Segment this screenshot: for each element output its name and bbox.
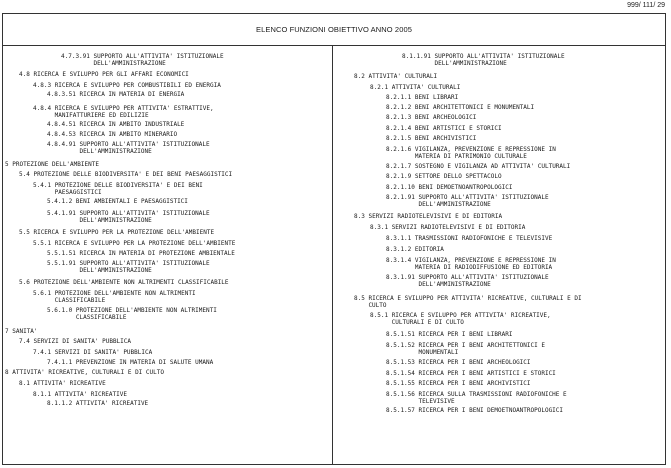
item-code: 5.4 bbox=[19, 171, 30, 178]
list-item bbox=[386, 105, 534, 112]
list-item bbox=[354, 74, 437, 81]
item-text: RICERCA E SVILUPPO PER ATTIVITA' RICREATIVE, CULTURALI E DI CULTO bbox=[368, 295, 582, 309]
list-item bbox=[19, 280, 229, 287]
list-item bbox=[386, 343, 545, 356]
item-code: 4.8.4.91 bbox=[47, 141, 76, 148]
list-item bbox=[47, 122, 184, 129]
item-text: RICERCA PER I BENI ARCHITETTONICI E MONUMENTALI bbox=[418, 342, 545, 356]
item-text: RICERCA PER I BENI DEMOETNOANTROPOLOGICI bbox=[418, 407, 564, 414]
item-text: BENI ARCHEOLOGICI bbox=[414, 114, 477, 121]
list-item bbox=[5, 162, 99, 169]
list-item bbox=[386, 247, 444, 254]
item-text: ATTIVITA' RICREATIVE bbox=[75, 400, 149, 407]
item-code: 8.5.1.56 bbox=[386, 391, 415, 398]
item-code: 4.8 bbox=[19, 71, 30, 78]
item-code: 8.1.1.2 bbox=[47, 400, 73, 407]
item-code: 8.2.1.10 bbox=[386, 184, 415, 191]
item-text: ATTIVITA' CULTURALI bbox=[368, 73, 438, 80]
list-item bbox=[386, 126, 502, 133]
item-text: SUPPORTO ALL'ATTIVITA' ISTITUZIONALE DELL'AMMINISTRAZIONE bbox=[93, 53, 224, 67]
item-text: BENI LIBRARI bbox=[414, 94, 459, 101]
list-item bbox=[386, 371, 556, 378]
list-item bbox=[354, 214, 502, 221]
item-code: 7.4.1.1 bbox=[47, 359, 73, 366]
item-code: 5.5.1.51 bbox=[47, 250, 76, 257]
item-code: 8.5.1.54 bbox=[386, 370, 415, 377]
item-text: BENI ARCHITETTONICI E MONUMENTALI bbox=[414, 104, 535, 111]
list-item bbox=[33, 106, 214, 119]
item-text: ATTIVITA' CULTURALI bbox=[391, 84, 461, 91]
list-item bbox=[33, 350, 152, 357]
item-code: 4.8.4 bbox=[33, 105, 52, 112]
list-item bbox=[19, 339, 131, 346]
item-code: 8.2.1.6 bbox=[386, 146, 412, 153]
item-text: VIGILANZA, PREVENZIONE E REPRESSIONE IN MATERIA DI RADIODIFFUSIONE ED EDITORIA bbox=[414, 257, 556, 271]
item-code: 8.5.1.55 bbox=[386, 380, 415, 387]
list-item bbox=[370, 225, 525, 232]
item-code: 8.1.1 bbox=[33, 391, 52, 398]
list-item bbox=[19, 381, 106, 388]
document-title: ELENCO FUNZIONI OBIETTIVO ANNO 2005 bbox=[255, 25, 413, 34]
list-item bbox=[5, 370, 164, 377]
item-text: PROTEZIONE DELL'AMBIENTE NON ALTRIMENTI CLASSIFICABILE bbox=[75, 307, 217, 321]
item-code: 5.4.1.91 bbox=[47, 210, 76, 217]
item-code: 7 bbox=[5, 328, 9, 335]
item-text: SUPPORTO ALL'ATTIVITA' ISTITUZIONALE DELL'AMMINISTRAZIONE bbox=[434, 53, 565, 67]
item-code: 8 bbox=[5, 369, 9, 376]
item-code: 8.3 bbox=[354, 213, 365, 220]
list-item bbox=[386, 408, 563, 415]
item-code: 8.3.1.2 bbox=[386, 246, 412, 253]
list-item bbox=[47, 308, 217, 321]
list-item bbox=[47, 92, 184, 99]
left-column bbox=[5, 50, 332, 462]
item-code: 4.8.4.53 bbox=[47, 131, 76, 138]
item-text: EDITORIA bbox=[414, 246, 444, 253]
list-item bbox=[386, 174, 502, 181]
item-code: 8.2.1.2 bbox=[386, 104, 412, 111]
item-text: RICERCA PER I BENI ARCHIVISTICI bbox=[418, 380, 531, 387]
item-text: RICERCA PER I BENI ARCHEOLOGICI bbox=[418, 359, 531, 366]
item-text: RICERCA E SVILUPPO PER GLI AFFARI ECONOMICI bbox=[33, 71, 189, 78]
item-code: 8.2.1.4 bbox=[386, 125, 412, 132]
list-item bbox=[47, 132, 177, 139]
item-text: SUPPORTO ALL'ATTIVITA' ISTITUZIONALE DELL'AMMINISTRAZIONE bbox=[418, 274, 549, 288]
list-item bbox=[386, 332, 512, 339]
column-divider bbox=[332, 46, 333, 464]
list-item bbox=[19, 72, 189, 79]
list-item bbox=[386, 381, 531, 388]
item-text: SUPPORTO ALL'ATTIVITA' ISTITUZIONALE DELL'AMMINISTRAZIONE bbox=[418, 194, 549, 208]
list-item bbox=[386, 392, 567, 405]
right-column bbox=[334, 50, 664, 462]
list-item bbox=[402, 54, 565, 67]
item-text: PROTEZIONE DELL'AMBIENTE bbox=[12, 161, 99, 168]
item-text: SERVIZI RADIOTELEVISIVI E DI EDITORIA bbox=[391, 224, 526, 231]
item-code: 5.4.1.2 bbox=[47, 198, 73, 205]
list-item bbox=[47, 199, 188, 206]
list-item bbox=[386, 164, 570, 171]
item-text: SERVIZI RADIOTELEVISIVI E DI EDITORIA bbox=[368, 213, 503, 220]
item-code: 5 bbox=[5, 161, 9, 168]
document-frame bbox=[2, 13, 666, 465]
list-item bbox=[386, 258, 556, 271]
item-text: SETTORE DELLO SPETTACOLO bbox=[414, 173, 502, 180]
item-code: 4.8.3.51 bbox=[47, 91, 76, 98]
item-text: RICERCA IN AMBITO INDUSTRIALE bbox=[79, 121, 185, 128]
item-code: 5.6.1.0 bbox=[47, 307, 73, 314]
item-code: 8.5.1 bbox=[370, 312, 389, 319]
list-item bbox=[370, 313, 551, 326]
item-code: 5.5.1.91 bbox=[47, 260, 76, 267]
item-text: RICERCA E SVILUPPO PER ATTIVITA' ESTRATTIVE, MANIFATTURIERE ED EDILIZIE bbox=[54, 105, 214, 119]
item-code: 8.3.1.4 bbox=[386, 257, 412, 264]
list-item bbox=[47, 251, 235, 258]
item-text: RICERCA E SVILUPPO PER LA PROTEZIONE DELL'AMBIENTE bbox=[54, 240, 236, 247]
item-code: 4.8.4.51 bbox=[47, 121, 76, 128]
item-code: 8.2 bbox=[354, 73, 365, 80]
item-text: RICERCA E SVILUPPO PER ATTIVITA' RICREATIVE, CULTURALI E DI CULTO bbox=[391, 312, 551, 326]
item-text: PROTEZIONE DELL'AMBIENTE NON ALTRIMENTI CLASSIFICABILE bbox=[54, 290, 196, 304]
list-item bbox=[47, 211, 210, 224]
item-code: 8.2.1.3 bbox=[386, 114, 412, 121]
item-code: 8.5.1.57 bbox=[386, 407, 415, 414]
list-item bbox=[33, 83, 221, 90]
item-text: RICERCA SULLA TRASMISSIONI RADIOFONICHE E TELEVISIVE bbox=[418, 391, 567, 405]
item-code: 8.2.1 bbox=[370, 84, 389, 91]
item-text: SUPPORTO ALL'ATTIVITA' ISTITUZIONALE DELL'AMMINISTRAZIONE bbox=[79, 210, 210, 224]
list-item bbox=[19, 172, 232, 179]
item-text: RICERCA E SVILUPPO PER LA PROTEZIONE DELL'AMBIENTE bbox=[33, 229, 215, 236]
list-item bbox=[19, 230, 214, 237]
list-item bbox=[33, 241, 235, 248]
page-number: 999/ 111/ 29 bbox=[627, 2, 665, 9]
item-code: 5.4.1 bbox=[33, 182, 52, 189]
list-item bbox=[47, 261, 210, 274]
item-text: RICERCA PER I BENI ARTISTICI E STORICI bbox=[418, 370, 556, 377]
list-item bbox=[47, 401, 148, 408]
item-code: 8.2.1.5 bbox=[386, 135, 412, 142]
item-text: SERVIZI DI SANITA' PUBBLICA bbox=[33, 338, 132, 345]
item-text: PREVENZIONE IN MATERIA DI SALUTE UMANA bbox=[75, 359, 214, 366]
list-item bbox=[386, 95, 458, 102]
list-item bbox=[47, 360, 213, 367]
item-text: RICERCA IN MATERIA DI PROTEZIONE AMBIENTALE bbox=[79, 250, 235, 257]
list-item bbox=[33, 183, 203, 196]
list-item bbox=[386, 115, 476, 122]
item-code: 8.5.1.53 bbox=[386, 359, 415, 366]
item-text: RICERCA IN AMBITO MINERARIO bbox=[79, 131, 178, 138]
item-text: RICERCA PER I BENI LIBRARI bbox=[418, 331, 513, 338]
item-text: SUPPORTO ALL'ATTIVITA' ISTITUZIONALE DELL'AMMINISTRAZIONE bbox=[79, 260, 210, 274]
item-code: 5.6.1 bbox=[33, 290, 52, 297]
item-text: ATTIVITA' RICREATIVE bbox=[33, 380, 106, 387]
item-code: 5.6 bbox=[19, 279, 30, 286]
item-code: 5.5 bbox=[19, 229, 30, 236]
item-text: BENI ARCHIVISTICI bbox=[414, 135, 477, 142]
item-code: 4.8.3 bbox=[33, 82, 52, 89]
item-code: 8.1 bbox=[19, 380, 30, 387]
list-item bbox=[5, 329, 38, 336]
item-text: RICERCA E SVILUPPO PER COMBUSTIBILI ED ENERGIA bbox=[54, 82, 221, 89]
item-code: 8.5 bbox=[354, 295, 365, 302]
list-item bbox=[386, 185, 512, 192]
list-item bbox=[33, 291, 196, 304]
item-text: VIGILANZA, PREVENZIONE E REPRESSIONE IN MATERIA DI PATRIMONIO CULTURALE bbox=[414, 146, 556, 160]
item-text: TRASMISSIONI RADIOFONICHE E TELEVISIVE bbox=[414, 235, 553, 242]
item-text: PROTEZIONE DELLE BIODIVERSITA' E DEI BENI PAESAGGISTICI bbox=[54, 182, 203, 196]
item-text: SANITA' bbox=[12, 328, 38, 335]
item-text: BENI DEMOETNOANTROPOLOGICI bbox=[418, 184, 513, 191]
item-code: 7.4.1 bbox=[33, 349, 52, 356]
item-text: SERVIZI DI SANITA' PUBBLICA bbox=[54, 349, 153, 356]
item-text: ATTIVITA' RICREATIVE, CULTURALI E DI CULTO bbox=[12, 369, 164, 376]
list-item bbox=[386, 195, 549, 208]
item-code: 4.7.3.91 bbox=[61, 53, 90, 60]
item-text: PROTEZIONE DELLE BIODIVERSITA' E DEI BENI PAESAGGISTICI bbox=[33, 171, 233, 178]
item-text: BENI AMBIENTALI E PAESAGGISTICI bbox=[75, 198, 188, 205]
item-code: 7.4 bbox=[19, 338, 30, 345]
item-text: SOSTEGNO E VIGILANZA AD ATTIVITA' CULTURALI bbox=[414, 163, 571, 170]
title-bar bbox=[3, 14, 665, 46]
list-item bbox=[370, 85, 460, 92]
list-item bbox=[386, 275, 549, 288]
item-code: 8.2.1.7 bbox=[386, 163, 412, 170]
item-text: BENI ARTISTICI E STORICI bbox=[414, 125, 502, 132]
item-code: 8.2.1.9 bbox=[386, 173, 412, 180]
list-item bbox=[386, 147, 556, 160]
list-item bbox=[386, 236, 552, 243]
item-code: 8.5.1.51 bbox=[386, 331, 415, 338]
item-code: 8.1.1.91 bbox=[402, 53, 431, 60]
list-item bbox=[47, 142, 210, 155]
item-text: SUPPORTO ALL'ATTIVITA' ISTITUZIONALE DELL'AMMINISTRAZIONE bbox=[79, 141, 210, 155]
list-item bbox=[386, 360, 531, 367]
item-code: 8.2.1.91 bbox=[386, 194, 415, 201]
item-code: 8.3.1.1 bbox=[386, 235, 412, 242]
item-code: 8.3.1 bbox=[370, 224, 389, 231]
item-code: 5.5.1 bbox=[33, 240, 52, 247]
list-item bbox=[33, 392, 127, 399]
list-item bbox=[61, 54, 224, 67]
item-text: ATTIVITA' RICREATIVE bbox=[54, 391, 127, 398]
list-item bbox=[354, 296, 582, 309]
list-item bbox=[386, 136, 476, 143]
item-code: 8.3.1.91 bbox=[386, 274, 415, 281]
item-code: 8.5.1.52 bbox=[386, 342, 415, 349]
item-code: 8.2.1.1 bbox=[386, 94, 412, 101]
item-text: PROTEZIONE DELL'AMBIENTE NON ALTRIMENTI CLASSIFICABILE bbox=[33, 279, 229, 286]
item-text: RICERCA IN MATERIA DI ENERGIA bbox=[79, 91, 185, 98]
